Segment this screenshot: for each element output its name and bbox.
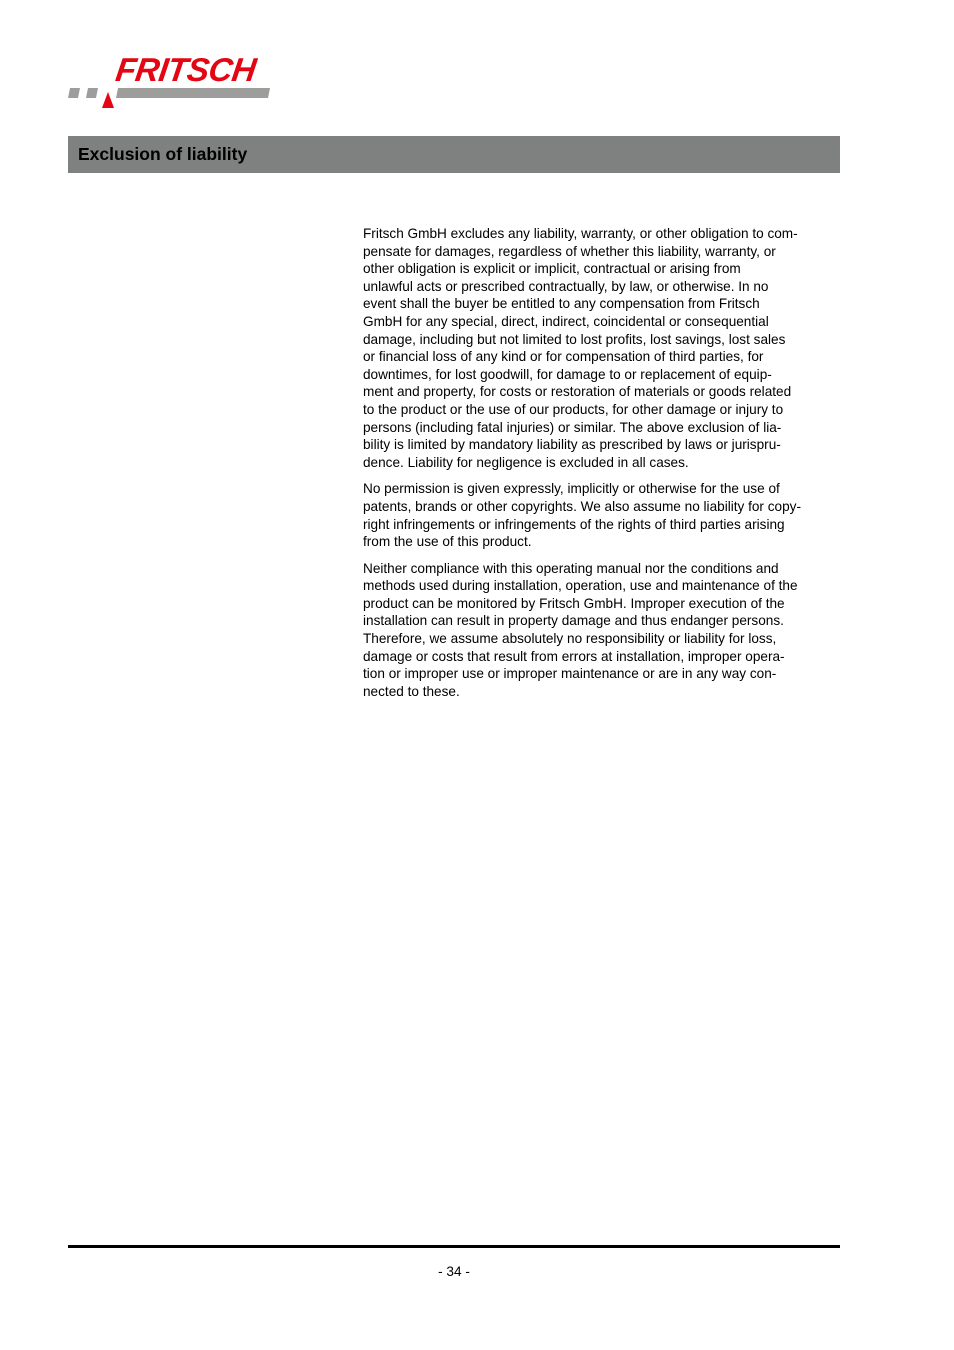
section-title: Exclusion of liability	[78, 144, 248, 164]
footer-divider	[68, 1245, 840, 1248]
paragraph-liability: Fritsch GmbH excludes any liability, warranty, or other obligation to com- pensate for damages, regardless of whether this liability, warranty, or other obligation is explicit or implicit, contractual or arising from unlawful acts or prescribed contractually, by law, or otherwise. In no event shall the buyer be entitled to any compensation from Fritsch GmbH for any special, direct, indirect, coincidental or consequential damage, including but not limited to lost profits, lost savings, lost sales or financial loss of any kind or for compensation of third parties, for downtimes, for lost goodwill, for damage to or replacement of equip- ment and property, for costs or restoration of materials or goods related to the product or the use of our products, for other damage or injury to persons (including fatal injuries) or similar. The above exclusion of lia- bility is limited by mandatory liability as prescribed by laws or jurispru- dence. Liability for negligence is excluded in all cases.	[363, 226, 798, 470]
paragraph-copyrights: No permission is given expressly, implicitly or otherwise for the use of patents, brands or other copyrights. We also assume no liability for copy- right infringements or infringements of the rights of third parties arising from the use of this product.	[363, 481, 801, 550]
logo-wordmark: FRITSCH	[113, 51, 259, 88]
section-header-bar	[68, 136, 840, 173]
body-text	[363, 225, 843, 709]
fritsch-logo	[66, 52, 282, 110]
page-number: - 34 -	[438, 1264, 470, 1279]
paragraph-compliance: Neither compliance with this operating manual nor the conditions and methods used during installation, operation, use and maintenance of the product can be monitored by Fritsch GmbH. Improper execution of the installation can result in property damage and thus endanger persons. Therefore, we assume absolutely no responsibility or liability for loss, damage or costs that result from errors at installation, improper opera- tion or improper use or improper maintenance or are in any way con- nected to these.	[363, 560, 798, 699]
